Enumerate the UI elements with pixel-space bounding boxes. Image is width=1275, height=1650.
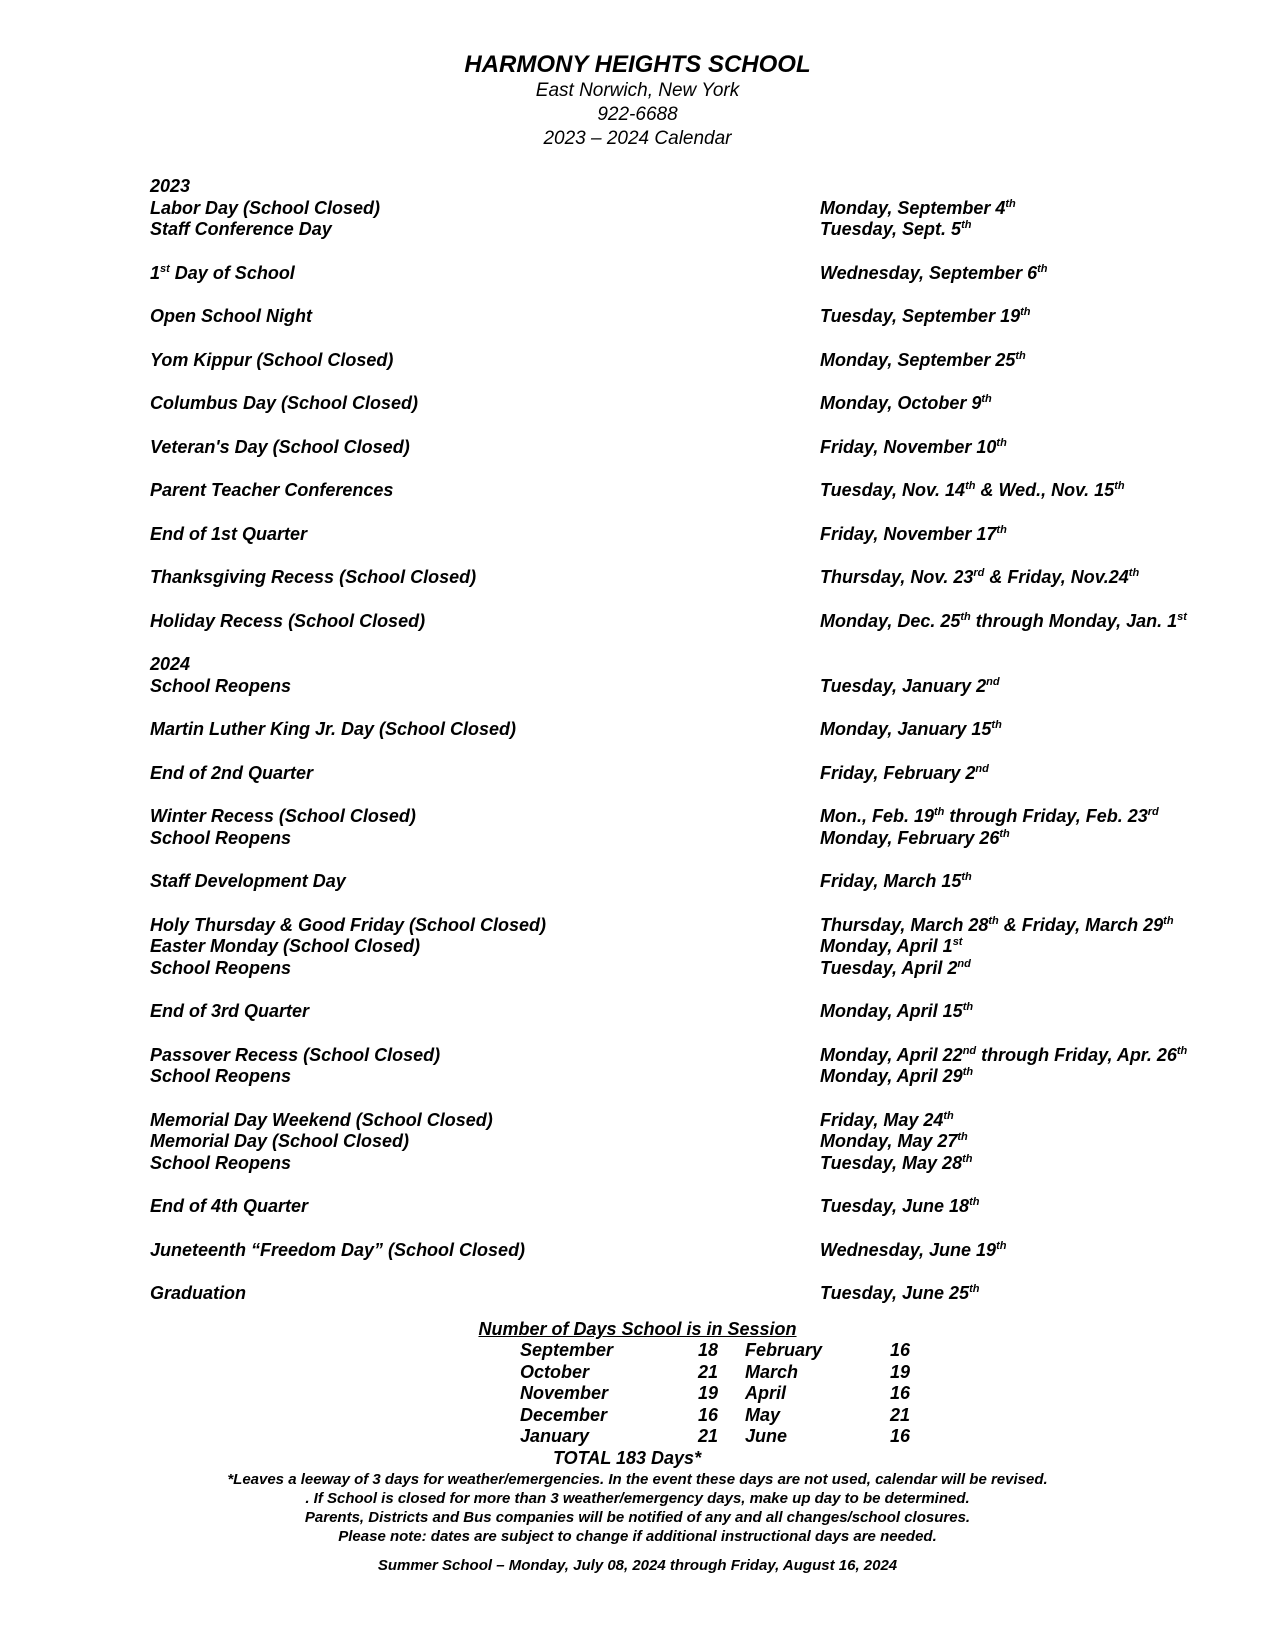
event-group: [150, 1240, 1220, 1262]
event-group: [150, 1196, 1220, 1218]
event-date: Monday, April 22nd through Friday, Apr. 26th: [820, 1044, 1188, 1065]
event-date-ordinal-suffix: st: [952, 936, 963, 948]
month-name: September: [520, 1340, 614, 1360]
footnotes: [0, 1470, 1275, 1546]
event-group: [150, 654, 1220, 697]
event-date-ordinal-suffix: nd: [962, 1044, 977, 1057]
event-row: [150, 437, 1220, 459]
event-label: Staff Conference Day: [150, 219, 332, 239]
event-row: [150, 1001, 1220, 1023]
event-date: Friday, February 2nd: [820, 762, 989, 783]
event-date-ordinal-suffix: th: [961, 871, 972, 883]
event-group: [150, 306, 1220, 328]
event-label: Labor Day (School Closed): [150, 197, 381, 218]
event-label: Martin Luther King Jr. Day (School Closed): [150, 719, 517, 739]
event-date: Wednesday, June 19th: [820, 1239, 1007, 1260]
month-days: 19: [697, 1383, 718, 1403]
event-date: Monday, October 9th: [820, 393, 992, 413]
event-label: Open School Night: [150, 306, 312, 326]
event-date-ordinal-suffix: th: [969, 1283, 980, 1295]
footnote-line: Parents, Districts and Bus companies will be notified of any and all changes/school closures.: [304, 1509, 971, 1526]
session-days-title: Number of Days School is in Session: [478, 1319, 797, 1339]
event-date-ordinal-suffix: rd: [1147, 806, 1159, 818]
event-date-ordinal-suffix: th: [957, 1131, 968, 1143]
event-date: Tuesday, June 18th: [820, 1196, 980, 1216]
event-label: Memorial Day Weekend (School Closed): [150, 1109, 493, 1130]
event-date: Tuesday, May 28th: [820, 1152, 973, 1173]
event-group: [150, 350, 1220, 372]
event-label: End of 2nd Quarter: [150, 762, 314, 783]
event-date-ordinal-suffix: th: [960, 610, 971, 623]
event-row: [150, 936, 1220, 958]
event-date: Thursday, March 28th & Friday, March 29th: [820, 914, 1174, 935]
event-row: [150, 263, 1220, 285]
year-heading: 2023: [150, 176, 191, 196]
event-date-ordinal-suffix: th: [961, 219, 972, 231]
event-date-ordinal-suffix: nd: [975, 762, 989, 775]
event-label: School Reopens: [150, 1152, 292, 1173]
school-name: HARMONY HEIGHTS SCHOOL: [464, 51, 811, 78]
event-group: [150, 719, 1220, 741]
event-date-ordinal-suffix: th: [934, 806, 945, 818]
event-row: [150, 567, 1220, 589]
month-name: November: [520, 1383, 609, 1403]
year-heading: 2024: [150, 654, 191, 674]
event-label: Columbus Day (School Closed): [150, 393, 419, 413]
month-name: June: [745, 1426, 788, 1446]
event-date-ordinal-suffix: th: [962, 1001, 974, 1013]
event-label: End of 4th Quarter: [150, 1196, 309, 1216]
session-days-table: [520, 1340, 920, 1448]
month-days: 16: [889, 1426, 910, 1446]
month-name: April: [745, 1383, 787, 1403]
month-days: 21: [889, 1404, 910, 1425]
event-group: [150, 611, 1220, 633]
event-label: Staff Development Day: [150, 871, 346, 891]
event-group: [150, 1110, 1220, 1175]
school-location: East Norwich, New York: [535, 80, 740, 101]
event-row: [150, 958, 1220, 980]
event-date-ordinal-suffix: th: [996, 1239, 1007, 1252]
event-label: Thanksgiving Recess (School Closed): [150, 567, 477, 587]
month-days: 21: [697, 1426, 718, 1446]
month-days: 16: [697, 1404, 718, 1425]
event-row: [150, 1153, 1220, 1175]
event-date-ordinal-suffix: th: [1114, 480, 1125, 492]
event-group: [150, 1283, 1220, 1305]
event-label: School Reopens: [150, 827, 292, 848]
event-date-ordinal-suffix: th: [1020, 306, 1031, 318]
event-date-ordinal-suffix: th: [962, 1152, 973, 1165]
event-row: [150, 393, 1220, 415]
event-label: School Reopens: [150, 675, 292, 696]
event-date-ordinal-suffix: th: [999, 827, 1010, 840]
event-date-ordinal-suffix: th: [1015, 349, 1026, 362]
event-date: Wednesday, September 6th: [820, 262, 1048, 283]
event-row: [150, 763, 1220, 785]
event-date: Monday, April 29th: [820, 1066, 974, 1086]
event-date: Tuesday, June 25th: [820, 1283, 980, 1303]
event-row: [150, 306, 1220, 328]
event-label: Juneteenth “Freedom Day” (School Closed): [150, 1239, 526, 1260]
event-label: Easter Monday (School Closed): [150, 936, 421, 956]
month-name: December: [520, 1404, 608, 1425]
event-date: Tuesday, September 19th: [820, 306, 1031, 326]
event-row: [150, 1110, 1220, 1132]
footnote-line: . If School is closed for more than 3 weather/emergency days, make up day to be determined.: [305, 1490, 970, 1507]
total-days: TOTAL 183 Days*: [553, 1448, 702, 1468]
month-days: 19: [889, 1361, 910, 1382]
event-date-ordinal-suffix: th: [1037, 262, 1048, 275]
event-label-ordinal-suffix: st: [160, 262, 170, 275]
event-group: [150, 763, 1220, 785]
event-row: [150, 219, 1220, 241]
event-date: Monday, Dec. 25th through Monday, Jan. 1st: [820, 610, 1187, 631]
event-date: Monday, May 27th: [820, 1131, 968, 1151]
month-name: March: [745, 1361, 799, 1382]
event-label: Parent Teacher Conferences: [150, 480, 394, 500]
event-row: [150, 198, 1220, 220]
footnote-line: *Leaves a leeway of 3 days for weather/emergencies. In the event these days are not used, calendar will be revised.: [227, 1471, 1048, 1488]
session-days-row: [520, 1383, 920, 1405]
event-date: Tuesday, January 2nd: [820, 675, 1000, 696]
session-days-row: [520, 1362, 920, 1384]
event-date-ordinal-suffix: th: [996, 523, 1007, 536]
month-name: January: [520, 1426, 590, 1446]
event-date-ordinal-suffix: rd: [973, 567, 985, 579]
event-group: [150, 1001, 1220, 1023]
event-date: Monday, April 15th: [820, 1001, 974, 1021]
event-group: [150, 480, 1220, 502]
event-group: [150, 806, 1220, 849]
event-date-ordinal-suffix: th: [1005, 197, 1016, 210]
event-date-ordinal-suffix: th: [943, 1109, 954, 1122]
event-label: Winter Recess (School Closed): [150, 806, 416, 826]
event-date: Monday, January 15th: [820, 719, 1002, 739]
event-group: [150, 871, 1220, 893]
summer-school-note: Summer School – Monday, July 08, 2024 through Friday, August 16, 2024: [377, 1557, 898, 1574]
event-label: School Reopens: [150, 957, 292, 978]
month-days: 16: [889, 1383, 910, 1403]
event-row: [150, 1196, 1220, 1218]
school-phone: 922-6688: [597, 104, 678, 125]
events-list: [150, 176, 1220, 1327]
event-date-ordinal-suffix: th: [1176, 1044, 1188, 1057]
event-row: [150, 1240, 1220, 1262]
event-label: Holy Thursday & Good Friday (School Closed): [150, 914, 547, 935]
month-days: 18: [697, 1340, 718, 1360]
event-date: Monday, February 26th: [820, 827, 1010, 848]
event-date: Friday, November 17th: [820, 523, 1007, 544]
month-name: October: [520, 1361, 590, 1382]
event-row: [150, 480, 1220, 502]
event-date: Friday, November 10th: [820, 436, 1007, 457]
event-date: Monday, September 4th: [820, 197, 1016, 218]
event-row: [150, 1045, 1220, 1067]
calendar-title: 2023 – 2024 Calendar: [543, 128, 732, 149]
event-date: Tuesday, April 2nd: [820, 957, 971, 978]
event-row: [150, 1131, 1220, 1153]
event-date-ordinal-suffix: th: [965, 480, 976, 492]
event-date-ordinal-suffix: th: [988, 914, 999, 927]
event-group: [150, 524, 1220, 546]
event-label: Veteran's Day (School Closed): [150, 436, 410, 457]
event-row: [150, 719, 1220, 741]
event-row: [150, 1066, 1220, 1088]
event-group: [150, 915, 1220, 980]
event-date-ordinal-suffix: th: [981, 393, 992, 405]
event-date: Tuesday, Sept. 5th: [820, 219, 972, 239]
event-date-ordinal-suffix: nd: [986, 675, 1000, 688]
event-row: [150, 806, 1220, 828]
event-group: [150, 393, 1220, 415]
session-days-row: [520, 1405, 920, 1427]
month-days: 16: [889, 1340, 910, 1360]
event-date-ordinal-suffix: th: [996, 436, 1007, 449]
event-date-ordinal-suffix: th: [991, 719, 1002, 731]
event-label: School Reopens: [150, 1066, 292, 1086]
event-date: Monday, September 25th: [820, 349, 1026, 370]
event-row: [150, 1283, 1220, 1305]
event-row: [150, 611, 1220, 633]
event-date-ordinal-suffix: nd: [957, 957, 971, 970]
event-date: Tuesday, Nov. 14th & Wed., Nov. 15th: [820, 480, 1125, 500]
event-date-ordinal-suffix: th: [962, 1066, 974, 1078]
month-name: May: [745, 1404, 781, 1425]
session-days-row: [520, 1340, 920, 1362]
event-date-ordinal-suffix: th: [1163, 914, 1174, 927]
month-days: 21: [697, 1361, 718, 1382]
event-label: Passover Recess (School Closed): [150, 1044, 441, 1065]
event-group: [150, 176, 1220, 241]
event-date: Mon., Feb. 19th through Friday, Feb. 23rd: [820, 806, 1159, 826]
event-row: [150, 350, 1220, 372]
event-group: [150, 263, 1220, 285]
event-row: [150, 828, 1220, 850]
event-date: Monday, April 1st: [820, 936, 963, 956]
event-label: 1st Day of School: [150, 262, 295, 283]
event-date: Thursday, Nov. 23rd & Friday, Nov.24th: [820, 567, 1140, 587]
event-row: [150, 524, 1220, 546]
event-date: Friday, March 15th: [820, 871, 972, 891]
event-label: End of 3rd Quarter: [150, 1001, 310, 1021]
session-days-row: [520, 1426, 920, 1448]
event-group: [150, 1045, 1220, 1088]
event-group: [150, 437, 1220, 459]
footnote-line: Please note: dates are subject to change if additional instructional days are needed.: [338, 1528, 937, 1545]
event-date-ordinal-suffix: th: [1128, 567, 1140, 579]
event-label: Yom Kippur (School Closed): [150, 349, 394, 370]
event-date-ordinal-suffix: th: [969, 1196, 980, 1208]
event-group: [150, 567, 1220, 589]
month-name: February: [745, 1340, 823, 1360]
document-header: [0, 50, 1275, 151]
event-label: End of 1st Quarter: [150, 523, 308, 544]
event-row: [150, 676, 1220, 698]
event-label: Graduation: [150, 1283, 247, 1303]
event-label: Memorial Day (School Closed): [150, 1131, 410, 1151]
event-row: [150, 915, 1220, 937]
event-date: Friday, May 24th: [820, 1109, 954, 1130]
event-label: Holiday Recess (School Closed): [150, 610, 426, 631]
event-date-ordinal-suffix: st: [1177, 610, 1187, 623]
event-row: [150, 871, 1220, 893]
